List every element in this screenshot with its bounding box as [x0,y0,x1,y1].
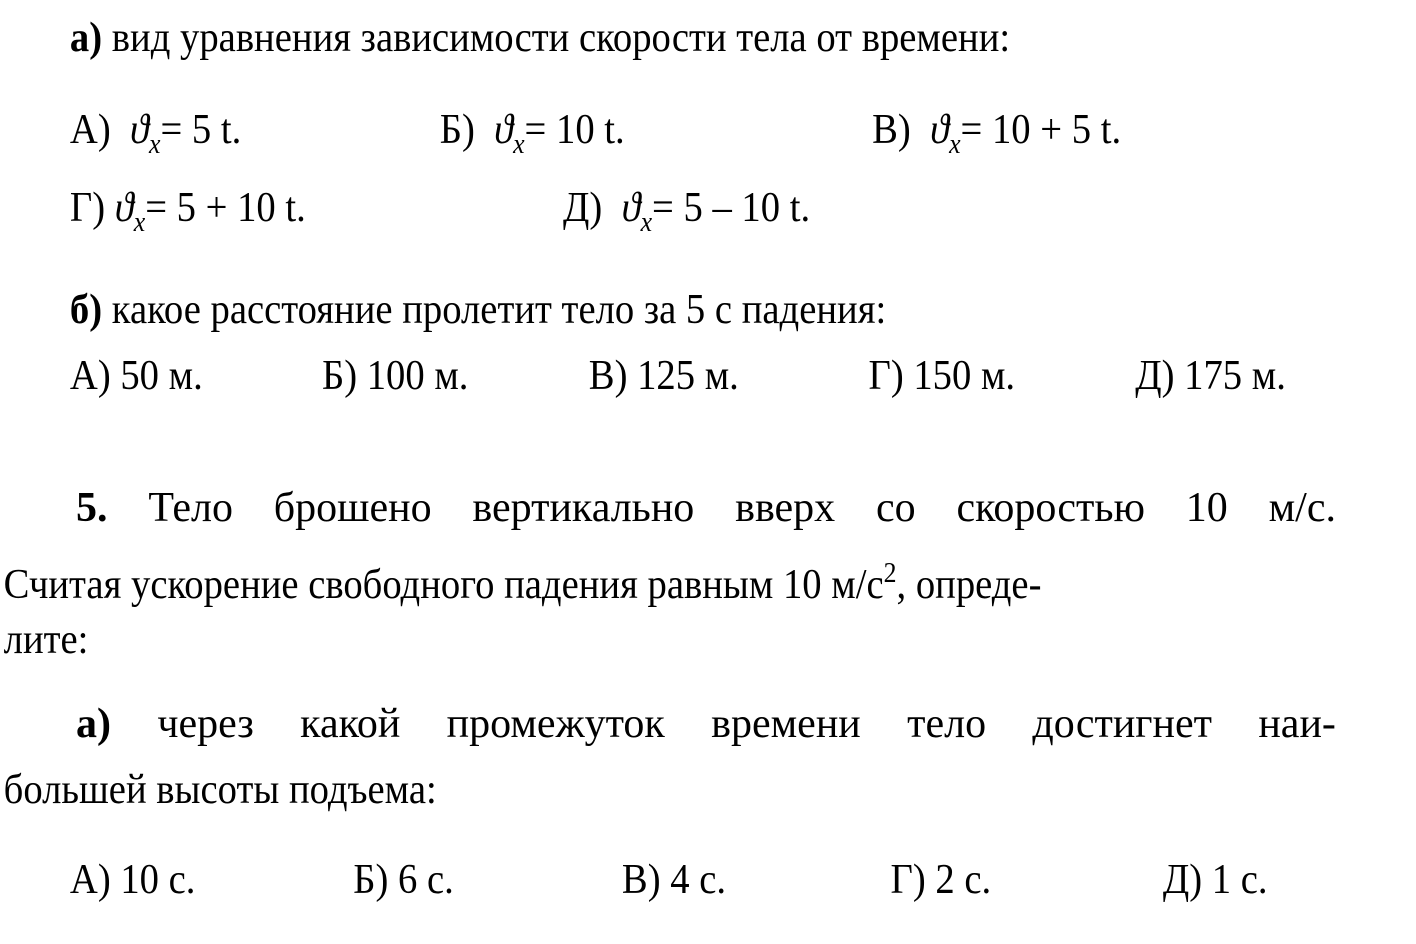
q4b-option-a: А) 50 м. [69,353,203,399]
q4a-option-v: В) $ϑ_x= 10 + 5$ t. [872,107,1122,160]
q5a-option-d: Д) 1 с. [1162,857,1268,903]
q5a-option-v: В) 4 с. [621,857,727,903]
q4b-option-g: Г) 150 м. [868,353,1016,399]
q5a-option-g: Г) 2 с. [890,857,992,903]
q4b-option-v: В) 125 м. [588,353,739,399]
q5-number: 5. [76,485,108,531]
q4b-option-d: Д) 175 м. [1135,353,1286,399]
q4a-option-g: Г) $ϑ_x= 5 + 10$ t. [69,185,306,238]
q4a-option-d: Д) $ϑ_x= 5 - 10$ t. [563,185,811,238]
q5a-question-line1: а) через какой промежуток времени тело достигнет наи- [76,698,1336,750]
q4a-label: а) [69,15,103,61]
q4a-option-a: А) $ϑ_x= 5$ t. [69,107,242,160]
document-page: а) вид уравнения зависимости скорости тела от времени: А) $ϑ_x= 5$ t. Б) $ϑ_x= 10$ t. В) $ϑ_x= 10 + 5$ t. Г) $ϑ_x= 5 + 10$ t. Д) $ϑ_x= 5 - 10$ t. б) какое расстояние пролетит тело за 5 с падения: А) 50 м. Б) 100 м. В) 125 м. Г) 150 м. Д) 175 м. 5. Тело брошено вертикально вверх со скоростью 10 м/с. Считая ускорение свободного падения равным 10 $м/с^2$, опреде- лите: а) через какой промежуток времени тело достигнет наи- большей высоты подъема: А) 10 с. Б) 6 с. В) 4 с. Г) 2 с. Д) 1 с. [0,0,1416,944]
q4a-option-b: Б) $ϑ_x= 10$ t. [439,107,625,160]
q4a-text: вид уравнения зависимости скорости тела от времени: [102,15,1011,61]
q4b-option-b: Б) 100 м. [322,353,469,399]
q5-line1: 5. Тело брошено вертикально вверх со скоростью 10 м/с. [76,482,1336,534]
q4b-text: какое расстояние пролетит тело за 5 с падения: [102,287,887,333]
q5a-option-a: А) 10 с. [69,857,196,903]
q4b-label: б) [69,287,103,333]
q5a-option-b: Б) 6 с. [353,857,454,903]
q5a-label: а) [76,701,111,747]
